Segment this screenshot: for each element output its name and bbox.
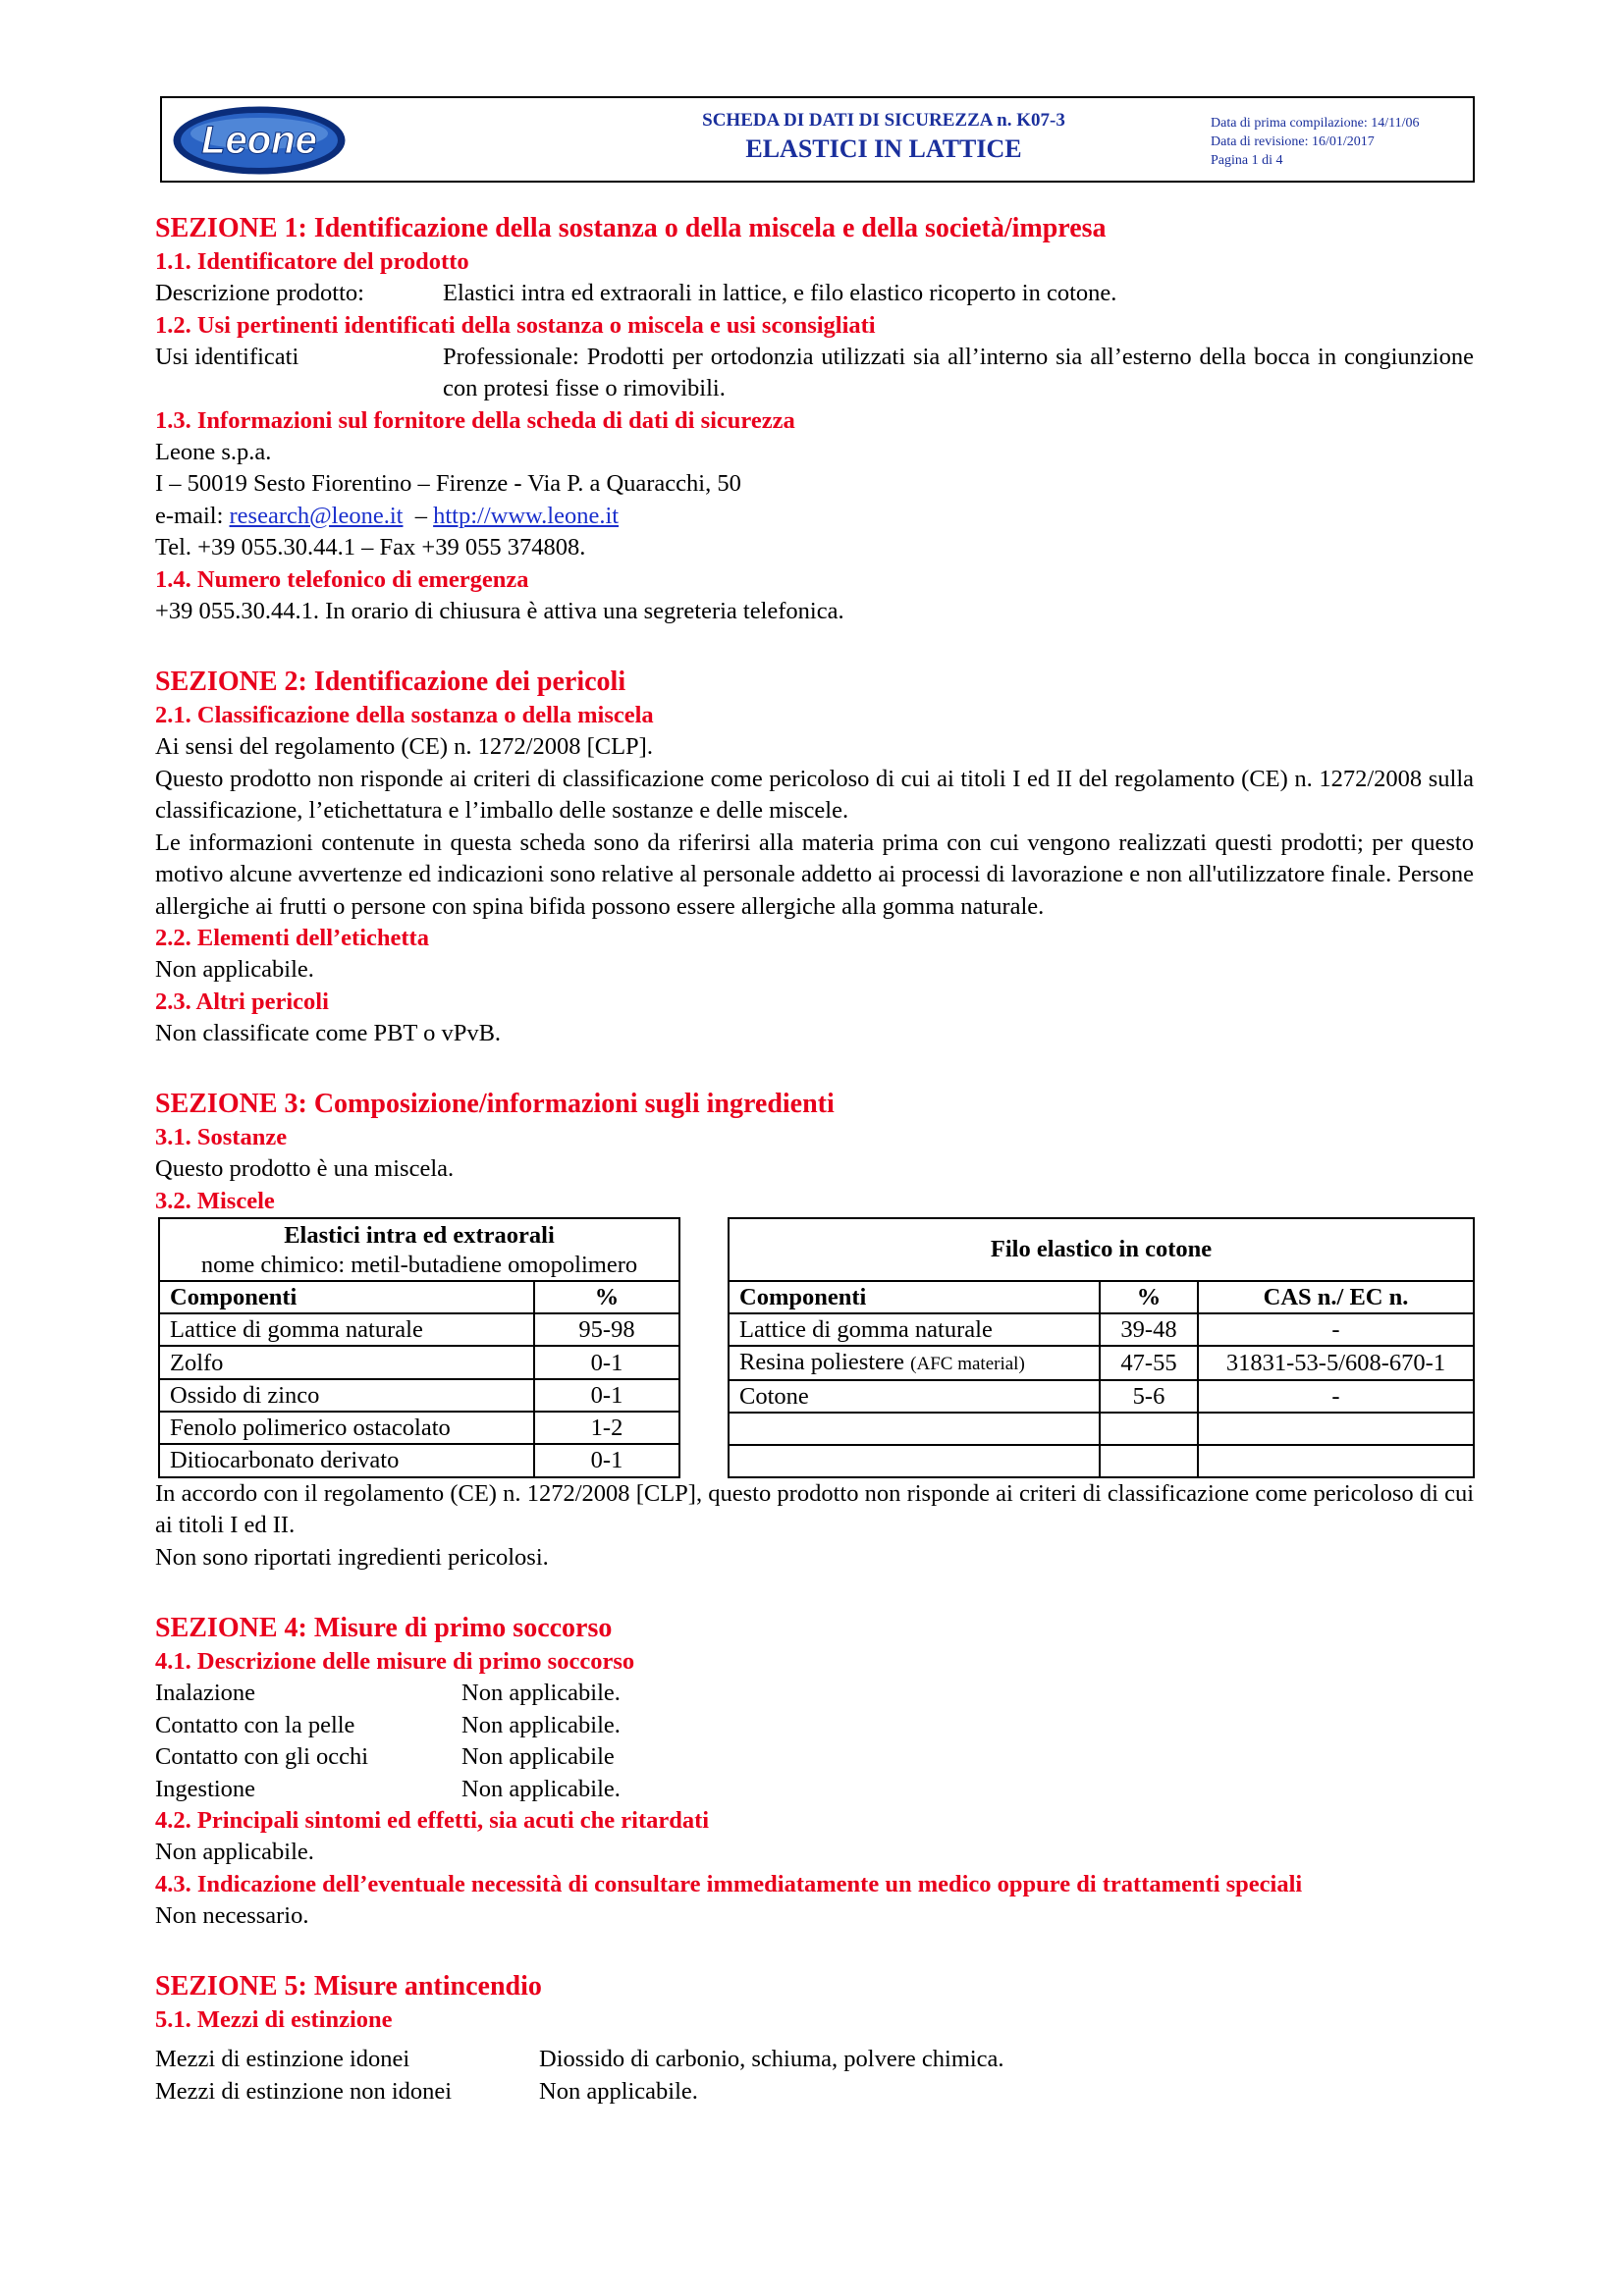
- symptoms-text: Non applicabile.: [155, 1839, 314, 1865]
- extinguishing-media-row: Mezzi di estinzione idonei Diossido di carbonio, schiuma, polvere chimica.: [155, 2046, 1004, 2072]
- header-title-block: [599, 108, 1168, 165]
- section-2-1-heading: 2.1. Classificazione della sostanza o della miscela: [155, 702, 654, 728]
- section-4-title: SEZIONE 4: Misure di primo soccorso: [155, 1613, 613, 1643]
- product-description-label: Descrizione prodotto:: [155, 280, 364, 306]
- section-1-2-heading: 1.2. Usi pertinenti identificati della sostanza o miscela e usi sconsigliati: [155, 311, 876, 339]
- phone-fax: Tel. +39 055.30.44.1 – Fax +39 055 374808.: [155, 534, 586, 561]
- table-row: Lattice di gomma naturale 95-98: [159, 1313, 679, 1346]
- first-compiled-date: Data di prima compilazione: 14/11/06: [1211, 116, 1420, 131]
- hazard-info-text: Le informazioni contenute in questa scheda sono da riferirsi alla materia prima con cui vengono realizzati questi prodotti; per questo motivo alcune avvertenze ed indicazioni sono relative al personale addetto ai processi di lavorazione e non all'utilizzatore finale. Persone allergiche ai frutti o persone con spina bifida possono essere allergiche alla gomma naturale.: [155, 828, 1474, 920]
- section-1-4-heading: 1.4. Numero telefonico di emergenza: [155, 565, 529, 593]
- doc-title: ELASTICI IN LATTICE: [745, 134, 1022, 163]
- cotton-col-cas: CAS n./ EC n.: [1198, 1281, 1474, 1313]
- section-3-title: SEZIONE 3: Composizione/informazioni sugli ingredienti: [155, 1089, 835, 1119]
- extinguishing-media-row: Mezzi di estinzione non idonei Non applicabile.: [155, 2077, 698, 2105]
- cotton-col-components: Componenti: [729, 1281, 1100, 1313]
- product-description-row: [155, 278, 1474, 310]
- contact-line: [155, 501, 1474, 533]
- product-description-value: Elastici intra ed extraorali in lattice, e filo elastico ricoperto in cotone.: [443, 280, 1117, 306]
- mixtures-tables: [155, 1217, 1474, 1478]
- elastics-col-components: Componenti: [159, 1281, 534, 1313]
- table-row: Fenolo polimerico ostacolato 1-2: [159, 1412, 679, 1444]
- identified-uses-value: Professionale: Prodotti per ortodonzia utilizzati sia all’interno sia all’esterno della bocca in congiunzione con protesi fisse o rimovibili.: [443, 343, 1474, 401]
- section-3-1-heading: 3.1. Sostanze: [155, 1124, 288, 1150]
- leone-logo: [172, 104, 347, 177]
- page-number: Pagina 1 di 4: [1211, 153, 1283, 168]
- section-4-2-heading: 4.2. Principali sintomi ed effetti, sia acuti che ritardati: [155, 1807, 710, 1834]
- elastics-col-percent: %: [534, 1281, 679, 1313]
- table-row: Cotone 5-6 -: [729, 1380, 1474, 1413]
- document-body: [155, 210, 1474, 2108]
- first-aid-row: Contatto con la pelle Non applicabile.: [155, 1711, 621, 1738]
- section-1-1-heading: 1.1. Identificatore del prodotto: [155, 248, 469, 275]
- elastics-table-title: Elastici intra ed extraorali nome chimico: metil-butadiene omopolimero: [159, 1218, 679, 1281]
- elastics-composition-table: [158, 1217, 680, 1478]
- section-2-2-heading: 2.2. Elementi dell’etichetta: [155, 925, 429, 951]
- first-aid-row: Inalazione Non applicabile.: [155, 1680, 621, 1706]
- label-elements-text: Non applicabile.: [155, 956, 314, 983]
- doc-number: SCHEDA DI DATI DI SICUREZZA n. K07-3: [702, 110, 1065, 131]
- section-4-1-heading: 4.1. Descrizione delle misure di primo soccorso: [155, 1648, 635, 1675]
- regulation-reference: Ai sensi del regolamento (CE) n. 1272/2008 [CLP].: [155, 733, 653, 760]
- no-hazardous-ingredients-text: Non sono riportati ingredienti pericolosi.: [155, 1543, 549, 1571]
- email-label: e-mail:: [155, 502, 224, 529]
- document-header: [160, 96, 1475, 183]
- section-5-1-heading: 5.1. Mezzi di estinzione: [155, 2006, 393, 2033]
- cotton-col-percent: %: [1100, 1281, 1198, 1313]
- substances-text: Questo prodotto è una miscela.: [155, 1155, 455, 1182]
- table-row: [729, 1413, 1474, 1445]
- section-3-2-heading: 3.2. Miscele: [155, 1187, 275, 1214]
- classification-text: Questo prodotto non risponde ai criteri di classificazione come pericoloso di cui ai titoli I ed II del regolamento (CE) n. 1272/2008 sulla classificazione, l’etichettatura e l’imballo delle sostanze e delle miscele.: [155, 765, 1474, 824]
- first-aid-row: Ingestione Non applicabile.: [155, 1775, 621, 1802]
- cotton-thread-composition-table: [728, 1217, 1475, 1478]
- section-2-title: SEZIONE 2: Identificazione dei pericoli: [155, 667, 626, 697]
- website-link[interactable]: http://www.leone.it: [433, 502, 620, 529]
- section-1-title: SEZIONE 1: Identificazione della sostanza o della miscela e della società/impresa: [155, 213, 1107, 243]
- company-address: I – 50019 Sesto Fiorentino – Firenze - Via P. a Quaracchi, 50: [155, 470, 741, 497]
- identified-uses-label: Usi identificati: [155, 343, 299, 370]
- company-name: Leone s.p.a.: [155, 438, 272, 465]
- table-row: Resina poliestere (AFC material) 47-55 31831-53-5/608-670-1: [729, 1346, 1474, 1380]
- clp-compliance-text: In accordo con il regolamento (CE) n. 1272/2008 [CLP], questo prodotto non risponde ai criteri di classificazione come pericoloso di cui ai titoli I ed II.: [155, 1479, 1474, 1538]
- logo-text: Leone: [201, 119, 317, 162]
- table-row: [729, 1445, 1474, 1477]
- section-4-3-heading: 4.3. Indicazione dell’eventuale necessità di consultare immediatamente un medico oppure di trattamenti speciali: [155, 1870, 1303, 1897]
- table-row: Zolfo 0-1: [159, 1346, 679, 1378]
- emergency-number: +39 055.30.44.1. In orario di chiusura è attiva una segreteria telefonica.: [155, 597, 844, 624]
- table-row: Ditiocarbonato derivato 0-1: [159, 1444, 679, 1476]
- table-row: Ossido di zinco 0-1: [159, 1379, 679, 1412]
- cotton-table-title: Filo elastico in cotone: [729, 1218, 1474, 1281]
- email-link[interactable]: research@leone.it: [229, 502, 404, 529]
- identified-uses-row: [155, 342, 1474, 405]
- section-5-title: SEZIONE 5: Misure antincendio: [155, 1971, 542, 2002]
- contact-separator: –: [414, 502, 427, 529]
- section-1-3-heading: 1.3. Informazioni sul fornitore della scheda di dati di sicurezza: [155, 406, 795, 434]
- revision-date: Data di revisione: 16/01/2017: [1211, 134, 1375, 149]
- first-aid-row: Contatto con gli occhi Non applicabile: [155, 1743, 615, 1770]
- section-2-3-heading: 2.3. Altri pericoli: [155, 988, 329, 1015]
- table-row: Lattice di gomma naturale 39-48 -: [729, 1313, 1474, 1346]
- header-meta: [1211, 114, 1471, 170]
- other-hazards-text: Non classificate come PBT o vPvB.: [155, 1019, 502, 1046]
- medical-attention-text: Non necessario.: [155, 1901, 309, 1929]
